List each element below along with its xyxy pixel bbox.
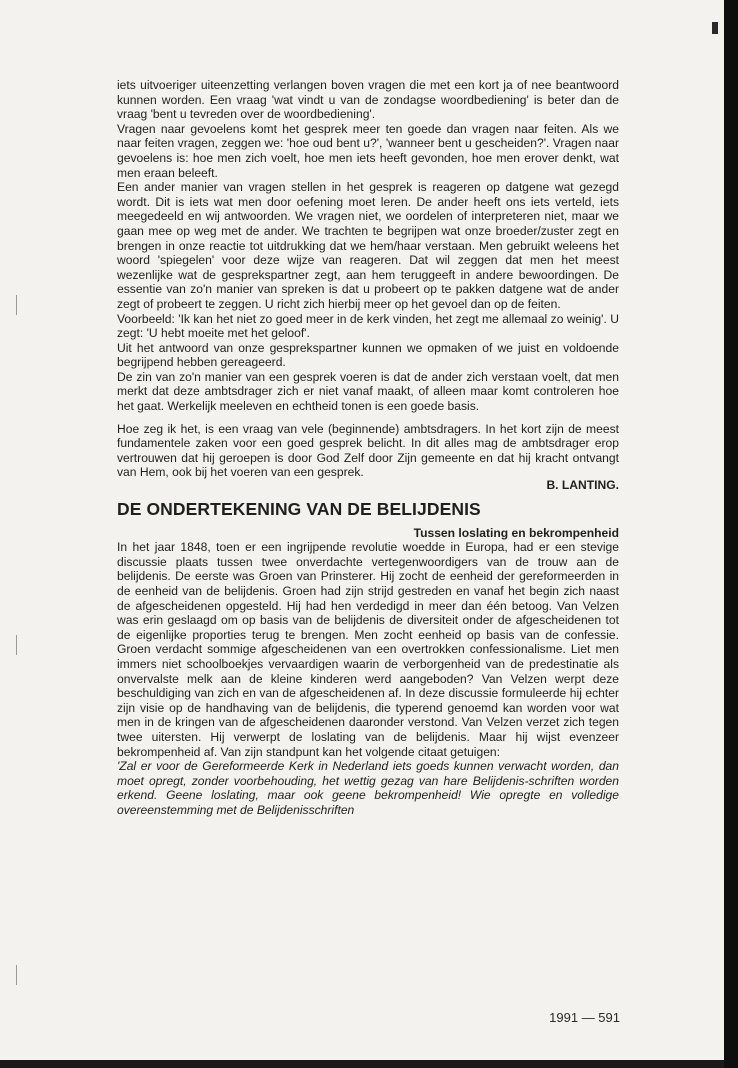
body-paragraph: Een ander manier van vragen stellen in het gesprek is reageren op datgene wat gezegd wordt. Dit is iets wat men door oefening moet leren. De ander heeft ons iets verteld, iets meegedeeld en wij antwoorden. We vragen niet, we oordelen of interpreteren niet, maar we gaan mee op weg met de ander. We trachten te begrijpen wat onze broeder/zuster zegt en brengen in onze reactie tot uitdrukking dat we hem/haar verstaan. Men gebruikt weleens het woord 'spiegelen' voor deze wijze van reageren. Dat wil zeggen dat men het meest wezenlijke wat de gesprekspartner zegt, aan hem teruggeeft in andere bewoordingen. De essentie van zo'n manier van spreken is dat u probeert op te pakken datgene wat de ander zegt of probeert te zeggen. U richt zich hierbij meer op het gevoel dan op de feiten.: [117, 180, 619, 311]
scan-edge: [724, 0, 738, 1068]
margin-tick-mark: [16, 635, 17, 655]
body-paragraph: Vragen naar gevoelens komt het gesprek meer ten goede dan vragen naar feiten. Als we naar feiten vragen, zeggen we: 'hoe oud bent u?', 'wanneer bent u gescheiden?'. Vragen naar gevoelens is: hoe men zich voelt, hoe men iets heeft gevonden, hoe men erover denkt, wat men eraan beleeft.: [117, 121, 619, 180]
quote-paragraph: 'Zal er voor de Gereformeerde Kerk in Nederland iets goeds kunnen verwacht worden, dan moet opregt, zonder voorbehouding, het wettig gezag van hare Belijdenis-schriften worden erkend. Geene loslating, maar ook geene bekrompenheid! Wie opregte en volledige overeenstemming met de Belijdenisschriften: [117, 759, 619, 817]
article-body: [117, 78, 619, 818]
body-paragraph: Voorbeeld: 'Ik kan het niet zo goed meer in de kerk vinden, het zegt me allemaal zo weinig'. U zegt: 'U hebt moeite met het geloof'.: [117, 311, 619, 341]
scan-corner-mark: [712, 22, 718, 34]
margin-tick-mark: [16, 295, 17, 315]
page-number: 1991 — 591: [549, 1010, 620, 1025]
section-title: DE ONDERTEKENING VAN DE BELIJDENIS: [117, 498, 481, 519]
closing-paragraph: Hoe zeg ik het, is een vraag van vele (beginnende) ambtsdragers. In het kort zijn de meest fundamentele zaken voor een goed gesprek belicht. In dit alles mag de ambtsdrager erop vertrouwen dat hij geroepen is door God Zelf door Zijn gemeente en dat hij kracht ontvangt van Hem, ook bij het voeren van een gesprek.: [117, 421, 619, 480]
section-paragraph: In het jaar 1848, toen er een ingrijpende revolutie woedde in Europa, had er een stevige discussie plaats tussen twee onverdachte vertegenwoordigers van de trouw aan de belijdenis. De eerste was Groen van Prinsterer. Hij zocht de eenheid der gereformeerden in de eenheid van de belijdenis. Groen had zijn strijd gestreden en vanaf het begin zich naast de afgescheidenen opgesteld. Hij had hen verdedigd in meer dan één betoog. Van Velzen was erin geslaagd om op basis van de belijdenis de diversiteit onder de afgescheidenen tot de eigenlijke proporties terug te brengen. Men zocht eenheid op basis van de confessie. Groen verdacht sommige afgescheidenen van een overtrokken confessionalisme. Liet men immers niet schoolboekjes vervaardigen waarin de verborgenheid van de predestinatie als onvervalste melk aan de kleine kinderen werd aangeboden? Van Velzen werpt deze beschuldiging van zich en van de afgescheidenen af. In deze discussie formuleerde hij echter zijn visie op de handhaving van de belijdenis, die typerend genoemd kan worden voor wat men in de kringen van de afgescheidenen daaronder verstond. Van Velzen verzet zich tegen twee uitersten. Hij verwerpt de loslating van de belijdenis. Maar hij wijst evenzeer bekrompenheid af. Van zijn standpunt kan het volgende citaat getuigen:: [117, 540, 619, 759]
body-paragraph: De zin van zo'n manier van een gesprek voeren is dat de ander zich verstaan voelt, dat men merkt dat deze ambtsdrager zich er niet vanaf maakt, of alleen maar komt controleren hoe het gaat. Werkelijk meeleven en echtheid tonen is een goede basis.: [117, 369, 619, 414]
body-paragraph: iets uitvoeriger uiteenzetting verlangen boven vragen die met een kort ja of nee beantwoord kunnen worden. Een vraag 'wat vindt u van de zondagse woordbediening' is beter dan de vraag 'bent u tevreden over de woordbediening'.: [117, 78, 619, 122]
section-subtitle: Tussen loslating en bekrompenheid: [413, 525, 619, 540]
author-signature: B. LANTING.: [546, 478, 619, 493]
margin-tick-mark: [16, 965, 17, 985]
body-paragraph: Uit het antwoord van onze gesprekspartner kunnen we opmaken of we juist en voldoende begrijpend hebben gereageerd.: [117, 340, 619, 370]
